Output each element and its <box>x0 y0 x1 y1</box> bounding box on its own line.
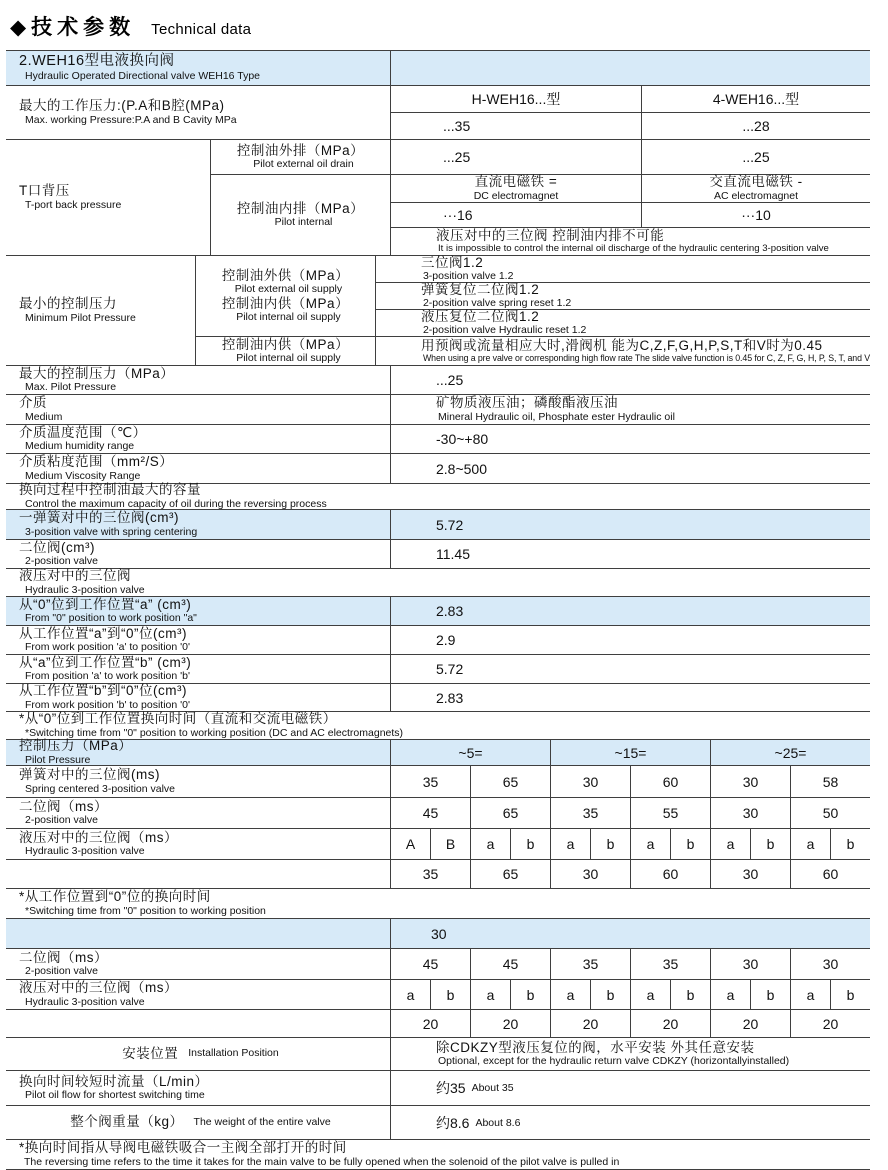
section-en: *Switching time from "0" position to working position <box>25 904 266 917</box>
t2-r1-label <box>6 949 390 979</box>
label-en: Max. working Pressure:P.A and B Cavity MPa <box>25 113 237 126</box>
max-pilot-label <box>6 366 390 394</box>
viscosity-value: 2.8~500 <box>436 460 487 477</box>
ac-zh: 交直流电磁铁 - <box>709 174 803 190</box>
flow-value-area <box>390 1071 870 1105</box>
value-spring-reset <box>376 283 870 309</box>
value-zh: 除CDKZY型液压复位的阀，水平安装 外其任意安装 <box>436 1039 755 1055</box>
t2-r2-v1: b <box>430 980 470 1009</box>
sublabel-en: Pilot internal <box>274 216 333 229</box>
value-row-hydraulic-reset <box>376 310 870 336</box>
t2-header-value: 30 <box>431 925 447 942</box>
vol5-label <box>6 655 390 683</box>
internal-supply-value <box>376 337 870 365</box>
t1-r2-v2: 35 <box>550 798 630 828</box>
row-pilot-oil-flow <box>6 1071 870 1106</box>
oil-supply-row <box>195 256 870 337</box>
note-en: It is impossible to control the internal oil discharge of the hydraulic centering 3-position valve <box>438 243 829 255</box>
row-minimum-pilot-pressure <box>6 256 870 366</box>
value-row-spring-reset <box>376 283 870 310</box>
vol1-value-area <box>390 510 870 539</box>
footnote-text <box>6 1140 627 1169</box>
type-value-row <box>391 113 870 139</box>
t2-r3-v3: 20 <box>630 1010 710 1037</box>
t1-r4-v1: 65 <box>470 860 550 888</box>
vol5-value-area <box>390 655 870 683</box>
t1-row-2pos <box>6 798 870 829</box>
flow-label <box>6 1071 390 1105</box>
label-en: Max. Pilot Pressure <box>25 381 117 394</box>
t1-row-spring-centered <box>6 766 870 798</box>
value-en: When using a pre valve or corresponding high flow rate The slide valve function is 0.45 for C, Z, F, G, H, P, S, T, and V <box>422 353 870 364</box>
t1-r3-v1: B <box>430 829 470 859</box>
label-zh: 安装位置 <box>122 1045 179 1061</box>
vol2-label <box>6 540 390 568</box>
label-zh: 从工作位置“b”到“0”位(cm³) <box>19 683 187 699</box>
label-zh: 最大的工作压力:(P.A和B腔(MPa) <box>19 98 225 114</box>
t1-r1-v5: 58 <box>790 766 870 797</box>
value-row <box>376 337 870 365</box>
t1-r3-label <box>6 829 390 859</box>
vol6-value-area <box>390 684 870 711</box>
row-footnote <box>6 1140 870 1170</box>
sublabel-zh: 控制油内供（MPa） <box>221 336 350 352</box>
t2-r2-v10: a <box>790 980 830 1009</box>
t2-r2-v4: a <box>550 980 590 1009</box>
label-zh: 介质 <box>19 395 47 411</box>
value-zh: 三位阀1.2 <box>420 254 484 270</box>
t2-r2-values <box>390 980 870 1009</box>
vol1-value: 5.72 <box>436 516 464 533</box>
value-4-weh16: ...28 <box>641 113 870 139</box>
row-medium-temperature-range <box>6 425 870 454</box>
section-hydraulic-3pos <box>6 569 870 597</box>
sublabel-en-2: Pilot internal oil supply <box>236 311 341 324</box>
t1-r2-label <box>6 798 390 828</box>
type-h-weh16: H-WEH16...型 <box>471 91 561 107</box>
t1-r3-v0: A <box>405 836 416 852</box>
value-3pos <box>376 256 870 282</box>
t1-r4-v3: 60 <box>630 860 710 888</box>
internal-supply-values <box>375 337 870 365</box>
electromagnet-value-row <box>391 203 870 228</box>
t1-header-row <box>6 740 870 766</box>
t2-r2-v8: a <box>710 980 750 1009</box>
section-zh: 换向过程中控制油最大的容量 <box>19 482 201 498</box>
vol3-value-area <box>390 597 870 625</box>
note-zh: 液压对中的三位阀 控制油内排不可能 <box>436 228 665 243</box>
label-zh: 二位阀（ms） <box>19 949 108 965</box>
vol6-value: 2.83 <box>436 689 464 706</box>
t1-r3-v10: a <box>790 829 830 859</box>
sublabel-en: Pilot internal oil supply <box>236 352 341 365</box>
t1-r4-label-empty <box>6 860 390 888</box>
t1-r4-values <box>390 860 870 888</box>
value-en: Mineral Hydraulic oil, Phosphate ester Hydraulic oil <box>438 410 675 423</box>
t-port-label <box>6 140 210 255</box>
t1-row-hydraulic-values <box>6 860 870 889</box>
row-spring-centered-volume <box>6 510 870 540</box>
t1-r1-v0: 35 <box>422 773 439 790</box>
t2-row-hydraulic-ab <box>6 980 870 1010</box>
table-header-en: Hydraulic Operated Directional valve WEH16 Type <box>25 69 260 82</box>
value-en: 2-position valve Hydraulic reset 1.2 <box>422 324 587 337</box>
t1-r3-v4: a <box>550 829 590 859</box>
t1-groups <box>390 740 870 765</box>
label-zh: 最大的控制压力（MPa） <box>19 365 175 381</box>
label-en: The weight of the entire valve <box>193 1115 331 1128</box>
label-en: 2-position valve <box>25 814 98 827</box>
oil-supply-values <box>375 256 870 336</box>
row-max-working-pressure <box>6 86 870 140</box>
t2-r2-v7: b <box>670 980 710 1009</box>
t1-group-25: ~25= <box>710 740 870 765</box>
label-zh: 弹簧对中的三位阀(ms) <box>19 767 160 783</box>
row-medium-viscosity-range <box>6 454 870 484</box>
t2-r3-v4: 20 <box>710 1010 790 1037</box>
external-drain-sublabel <box>210 140 390 174</box>
type-4-weh16: 4-WEH16...型 <box>641 86 870 112</box>
max-pilot-value: ...25 <box>436 372 464 388</box>
value-row <box>391 140 870 174</box>
value-row-3pos <box>376 256 870 283</box>
t2-r1-values <box>390 949 870 979</box>
footnote-en: The reversing time refers to the time it takes for the main valve to be fully opened when the solenoid of the pilot valve is pulled in <box>24 1155 620 1168</box>
weight-value-area <box>390 1106 870 1139</box>
label-en: T-port back pressure <box>25 198 122 211</box>
t1-r3-values <box>390 829 870 859</box>
t2-r1-v5: 30 <box>790 949 870 979</box>
label-en: Hydraulic 3-position valve <box>25 845 145 858</box>
vol2-value: 11.45 <box>436 546 470 562</box>
row-b-to-0-volume <box>6 684 870 712</box>
row-max-pilot-pressure <box>6 366 870 395</box>
temp-label <box>6 425 390 453</box>
t1-row-hydraulic-ab <box>6 829 870 860</box>
label-en: Hydraulic 3-position valve <box>25 995 145 1008</box>
label-en: Medium humidity range <box>25 440 135 453</box>
value-en: About 8.6 <box>475 1116 521 1129</box>
footnote-zh: *换向时间指从导阀电磁铁吸合一主阀全部打开的时间 <box>19 1140 347 1156</box>
t1-r1-v3: 60 <box>630 766 710 797</box>
value-zh: 液压复位二位阀1.2 <box>420 308 540 324</box>
t1-r2-v4: 30 <box>710 798 790 828</box>
t2-r3-values <box>390 1010 870 1037</box>
min-pilot-label <box>6 256 195 365</box>
label-en: Installation Position <box>188 1047 279 1060</box>
t1-r2-v1: 65 <box>470 798 550 828</box>
t1-r4-v5: 60 <box>790 860 870 888</box>
t1-r3-v7: b <box>670 829 710 859</box>
value-en: About 35 <box>471 1082 514 1094</box>
dc-zh: 直流电磁铁 = <box>474 174 558 190</box>
label-zh: 一弹簧对中的三位阀(cm³) <box>19 510 179 526</box>
t2-r3-label-empty <box>6 1010 390 1037</box>
max-working-pressure-label <box>6 86 390 139</box>
medium-label <box>6 395 390 424</box>
row-t-port-back-pressure <box>6 140 870 256</box>
page-title-zh: ◆技术参数 <box>10 16 136 39</box>
t2-r2-label <box>6 980 390 1009</box>
oil-supply-sublabel <box>195 256 375 336</box>
t2-r1-v1: 45 <box>470 949 550 979</box>
t1-r4-v0: 35 <box>422 866 439 882</box>
section-switching-time-1 <box>6 712 870 740</box>
max-working-pressure-values <box>390 86 870 139</box>
external-drain-value-h: ...25 <box>443 149 471 165</box>
row-a-to-b-volume <box>6 655 870 684</box>
section-en: Hydraulic 3-position valve <box>25 583 145 596</box>
t2-row-2pos <box>6 949 870 980</box>
sublabel-zh-2: 控制油内供（MPa） <box>221 296 350 311</box>
viscosity-value-area <box>390 454 870 483</box>
vol3-label <box>6 597 390 625</box>
install-value <box>391 1038 870 1070</box>
t2-row-hydraulic-values <box>6 1010 870 1038</box>
t1-r3-v2: a <box>470 829 510 859</box>
value-en: 3-position valve 1.2 <box>422 270 514 283</box>
label-zh: 二位阀(cm³) <box>19 539 95 555</box>
install-value-area <box>390 1038 870 1070</box>
sublabel-zh-1: 控制油外供（MPa） <box>221 267 350 283</box>
label-zh: 从“0”位到工作位置“a” (cm³) <box>19 596 192 612</box>
external-drain-values <box>390 140 870 174</box>
label-zh: 介质粘度范围（mm²/S） <box>19 454 174 470</box>
row-installation-position <box>6 1038 870 1071</box>
label-en: From position 'a' to work position 'b' <box>25 670 191 683</box>
t1-pilot-pressure-label <box>6 740 390 765</box>
internal-drain-note <box>391 228 870 255</box>
t2-header-label-empty <box>6 919 390 948</box>
section-en: *Switching time from "0" position to working position (DC and AC electromagnets) <box>25 726 404 739</box>
t2-r2-v3: b <box>510 980 550 1009</box>
vol5-value: 5.72 <box>436 661 464 677</box>
label-en: From "0" position to work position "a" <box>25 612 197 625</box>
dc-value: ···16 <box>443 207 473 223</box>
t2-r2-v9: b <box>750 980 790 1009</box>
t1-r3-v6: a <box>630 829 670 859</box>
external-drain-row <box>210 140 870 175</box>
label-zh: 最小的控制压力 <box>19 296 117 312</box>
internal-supply-row <box>195 337 870 365</box>
label-zh: 从工作位置“a”到“0”位(cm³) <box>19 625 187 641</box>
min-pilot-content <box>195 256 870 365</box>
section-zh: *从工作位置到“0”位的换向时间 <box>19 889 211 905</box>
page-title-en: Technical data <box>151 21 252 38</box>
weight-label <box>6 1106 390 1139</box>
dc-electromagnet-header <box>391 175 641 202</box>
internal-drain-values <box>390 175 870 255</box>
dc-en: DC electromagnet <box>473 189 559 202</box>
weight-value <box>391 1106 870 1139</box>
t1-r2-v0: 45 <box>422 805 439 821</box>
label-zh: 整个阀重量（kg） <box>70 1114 184 1130</box>
label-en: Medium Viscosity Range <box>25 469 141 482</box>
value-en: 2-position valve spring reset 1.2 <box>422 297 572 310</box>
internal-drain-sublabel <box>210 175 390 255</box>
value-zh: 用预阀或流量相应大时,滑阀机 能为C,Z,F,G,H,P,S,T和V时为0.45 <box>420 337 823 353</box>
t1-r2-values <box>390 798 870 828</box>
table-header-spacer <box>390 51 870 85</box>
sublabel-zh: 控制油外排（MPa） <box>236 142 365 158</box>
sublabel-en-1: Pilot external oil supply <box>234 283 343 296</box>
t2-r1-v0: 45 <box>422 956 439 972</box>
value-zh: 矿物质液压油；磷酸酯液压油 <box>436 395 618 411</box>
ac-en: AC electromagnet <box>713 189 799 202</box>
t1-r1-v1: 65 <box>470 766 550 797</box>
t2-r3-v0: 20 <box>422 1015 439 1032</box>
table-header-zh: 2.WEH16型电液换向阀 <box>19 53 175 70</box>
t2-header-row <box>6 919 870 949</box>
label-en: 2-position valve <box>25 965 98 978</box>
label-zh: 控制压力（MPa） <box>19 738 133 754</box>
t2-r2-v11: b <box>830 980 870 1009</box>
t1-r3-v3: b <box>510 829 550 859</box>
t2-r2-v0: a <box>406 986 415 1003</box>
vol6-label <box>6 684 390 711</box>
vol1-label <box>6 510 390 539</box>
t2-r3-v5: 20 <box>790 1010 870 1037</box>
section-hydraulic-3pos-text <box>6 569 153 596</box>
label-en: 3-position valve with spring centering <box>25 525 198 538</box>
label-en: Spring centered 3-position valve <box>25 782 176 795</box>
sublabel-en: Pilot external oil drain <box>253 158 354 171</box>
row-2pos-volume <box>6 540 870 569</box>
t2-r2-v6: a <box>630 980 670 1009</box>
t2-r3-v2: 20 <box>550 1010 630 1037</box>
section-capacity <box>6 484 870 510</box>
section-zh: *从“0”位到工作位置换向时间（直流和交流电磁铁） <box>19 711 337 727</box>
t1-r3-v9: b <box>750 829 790 859</box>
t1-r3-v8: a <box>710 829 750 859</box>
label-zh: 从“a”位到工作位置“b” (cm³) <box>19 654 192 670</box>
ac-value: ···10 <box>641 203 870 227</box>
vol4-label <box>6 626 390 654</box>
vol4-value-area <box>390 626 870 654</box>
electromagnet-header-row <box>391 175 870 203</box>
medium-value <box>391 395 870 424</box>
t1-r1-v4: 30 <box>710 766 790 797</box>
label-en: Minimum Pilot Pressure <box>25 311 136 324</box>
vol3-value: 2.83 <box>436 603 464 619</box>
external-drain-value-4: ...25 <box>641 140 870 174</box>
vol2-value-area <box>390 540 870 568</box>
vol4-value: 2.9 <box>436 632 456 648</box>
t1-r2-v3: 55 <box>630 798 710 828</box>
t2-r1-v4: 30 <box>710 949 790 979</box>
row-0-to-a-volume <box>6 597 870 626</box>
label-en: Pilot Pressure <box>25 753 91 766</box>
t1-group-15: ~15= <box>550 740 710 765</box>
value-h-weh16: ...35 <box>443 118 471 134</box>
row-medium <box>6 395 870 425</box>
table-header-label <box>6 51 390 85</box>
medium-value-area <box>390 395 870 424</box>
ac-electromagnet-header <box>641 175 870 202</box>
t1-r4-v4: 30 <box>710 860 790 888</box>
temp-value-area <box>390 425 870 453</box>
viscosity-label <box>6 454 390 483</box>
label-en: Medium <box>25 410 63 423</box>
label-zh: T口背压 <box>19 183 70 199</box>
t2-r2-v2: a <box>470 980 510 1009</box>
label-en: Pilot oil flow for shortest switching time <box>25 1089 205 1102</box>
t1-r1-label <box>6 766 390 797</box>
t2-r1-v2: 35 <box>550 949 630 979</box>
t-port-content <box>210 140 870 255</box>
internal-drain-row <box>210 175 870 255</box>
t1-r4-v2: 30 <box>550 860 630 888</box>
max-pilot-value-area <box>390 366 870 394</box>
section-en: Control the maximum capacity of oil during the reversing process <box>25 497 327 510</box>
label-zh: 液压对中的三位阀（ms） <box>19 829 178 845</box>
t1-r3-v11: b <box>830 829 870 859</box>
label-zh: 介质温度范围（℃） <box>19 424 147 440</box>
label-zh: 换向时间较短时流量（L/min） <box>19 1073 209 1089</box>
value-zh: 弹簧复位二位阀1.2 <box>420 281 540 297</box>
value-en: Optional, except for the hydraulic return valve CDKZY (horizontallyinstalled) <box>438 1055 790 1068</box>
section-switching-time-2 <box>6 889 870 919</box>
flow-value <box>391 1071 870 1105</box>
row-table-header <box>6 51 870 86</box>
type-header-row <box>391 86 870 113</box>
internal-supply-sublabel <box>195 337 375 365</box>
page-title <box>0 0 888 41</box>
install-label <box>6 1038 390 1070</box>
label-en: From work position 'b' to position '0' <box>25 698 191 711</box>
label-en: From work position 'a' to position '0' <box>25 641 191 654</box>
section-switching-time-2-text <box>6 889 274 918</box>
t2-r1-v3: 35 <box>630 949 710 979</box>
t1-r3-v5: b <box>590 829 630 859</box>
sublabel-zh: 控制油内排（MPa） <box>236 200 365 216</box>
temp-value: -30~+80 <box>436 431 489 447</box>
t2-r3-v1: 20 <box>470 1010 550 1037</box>
label-zh: 液压对中的三位阀（ms） <box>19 980 178 996</box>
value-hydraulic-reset <box>376 310 870 336</box>
t1-group-5: ~5= <box>458 744 483 761</box>
label-en: 2-position valve <box>25 555 98 568</box>
t2-r2-v5: b <box>590 980 630 1009</box>
t1-r1-values <box>390 766 870 797</box>
t1-r1-v2: 30 <box>550 766 630 797</box>
t1-r2-v5: 50 <box>790 798 870 828</box>
row-a-to-0-volume <box>6 626 870 655</box>
internal-drain-note-row <box>391 228 870 255</box>
label-zh: 二位阀（ms） <box>19 798 108 814</box>
value-zh: 约8.6 <box>436 1114 470 1131</box>
value-zh: 约35 <box>436 1080 466 1096</box>
technical-data-table <box>6 50 870 1170</box>
section-capacity-text <box>6 484 335 509</box>
section-switching-time-1-text <box>6 712 411 739</box>
section-zh: 液压对中的三位阀 <box>19 568 131 584</box>
t2-header-value-area <box>390 919 870 948</box>
